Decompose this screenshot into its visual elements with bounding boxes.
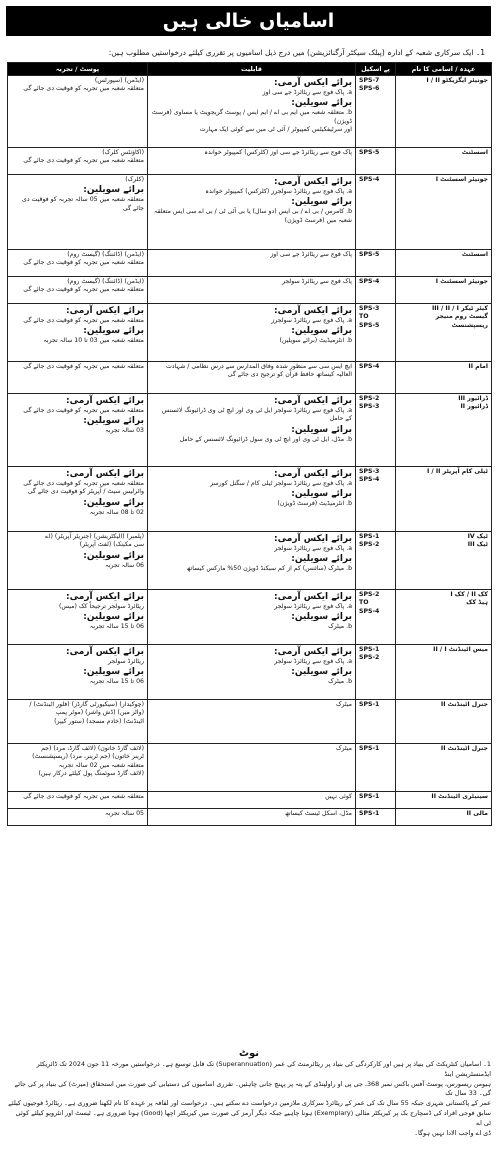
scale-line: SPS-6: [359, 85, 380, 93]
scale-cell: [356, 277, 396, 304]
header-qualification: قابلیت: [148, 63, 356, 76]
scale-line: SPS-2: [359, 541, 380, 549]
post-line: سینیٹری اٹینڈنٹ II: [431, 793, 488, 800]
table-row: [8, 532, 492, 590]
page-heading: اسامیاں خالی ہیں: [6, 6, 491, 36]
post-line: جنرل اٹینڈنٹ II: [440, 701, 488, 708]
qualification-cell: [148, 394, 356, 467]
qualification-line: b. میٹرک (سائنس) کم از کم سیکنڈ ڈویژن 50% مارکس کیساتھ: [186, 565, 352, 573]
post-line: جونیئر ایگزیکٹو I / II: [426, 77, 488, 84]
scale-line: SPS-1: [359, 793, 380, 800]
qualification-cell: [148, 467, 356, 532]
scale-line: SPS-7: [359, 77, 380, 84]
post-cell: [396, 304, 492, 362]
experience-line: برائے سویلین:: [83, 497, 144, 508]
qualification-cell: [148, 76, 356, 148]
qualification-line: برائے ایکس آرمی:: [274, 78, 352, 88]
post-line: کیئر ٹیکر III / II / I: [431, 305, 488, 312]
experience-line: (لائف گارڈ خاتون) (لائف گارڈ، مرد) (جم: [41, 745, 144, 752]
qualification-line: b. میٹرک: [328, 678, 352, 686]
table-header-row: [8, 63, 492, 76]
experience-line: اٹینڈنٹ) (خادم مسجد) (ستور کیپر): [54, 717, 144, 725]
header-scale: پے اسکیل: [356, 63, 396, 76]
qualification-line: برائے سویلین:: [291, 554, 352, 565]
qualification-cell: [148, 645, 356, 700]
experience-line: (ایڈمن) (سپورٹس): [94, 77, 144, 84]
note-line: ہیومن ریسورس، پوسٹ آفس باکس نمبر 368، جی پی او راولپنڈی کے پتہ پر پہنچ جانی چاہئیں۔ تقرری اسامیوں کی دستیابی کی صورت میں استحقاق (میرٹ) کی بنیاد پر کی جائے گی۔ 33 سال تک: [14, 1079, 491, 1098]
experience-cell: [8, 645, 148, 700]
qualification-line: برائے ایکس آرمی:: [274, 396, 352, 406]
scale-cell: [356, 76, 396, 148]
qualification-line: برائے سویلین:: [291, 98, 352, 109]
experience-line: (لائف گارڈ سوئمنگ پول کیلئے درکار ہیں): [38, 770, 144, 778]
experience-line: متعلقہ شعبہ میں 05 سالہ تجربہ کو فوقیت دی جائے گی: [21, 196, 144, 212]
scale-cell: [356, 148, 396, 175]
qualification-line: برائے ایکس آرمی:: [274, 647, 352, 657]
experience-line: 05 سالہ تجربہ: [105, 810, 144, 817]
table-row: [8, 645, 492, 700]
experience-line: متعلقہ شعبہ میں تجربہ کو فوقیت دی جائے گی: [23, 286, 144, 294]
scale-cell: [356, 744, 396, 792]
scale-cell: [356, 700, 396, 744]
experience-line: متعلقہ شعبہ میں تجربہ کو فوقیت دی جائے گی: [23, 480, 144, 487]
experience-line: 03 سالہ تجربہ: [105, 427, 144, 435]
post-line: اسسٹنٹ: [461, 251, 488, 258]
scale-line: SPS-5: [359, 149, 380, 156]
scale-line: SPS-4: [359, 363, 380, 370]
scale-cell: [356, 250, 396, 277]
experience-line: (پلمبر) (الیکٹریشن) (جنریٹر آپریٹر) (اے: [45, 533, 144, 540]
experience-line: متعلقہ شعبہ میں تجربہ کو فوقیت دی جائے گی: [23, 407, 144, 414]
experience-cell: [8, 277, 148, 304]
table-row: [8, 175, 492, 250]
experience-cell: [8, 792, 148, 809]
scale-cell: [356, 394, 396, 467]
qualification-line: پاک فوج سے ریٹائرڈ جے سی اوز (کلرکس) کمپیوٹر خواندہ: [204, 149, 352, 156]
intro-text: 1۔ ایک سرکاری شعبہ کے ادارہ (پبلک سیکٹر آرگنائزیشن) میں درج ذیل اسامیوں پر تقرری کیلئے درخواستیں مطلوب ہیں:: [108, 48, 485, 57]
experience-line: متعلقہ شعبہ میں تجربہ کو فوقیت دی جائے گی: [23, 85, 144, 93]
table-row: [8, 467, 492, 532]
qualification-line: میٹرک: [335, 701, 352, 708]
qualification-cell: [148, 148, 356, 175]
qualification-line: a. پاک فوج سے ریٹائرڈ سولجر: [274, 545, 352, 552]
qualification-cell: [148, 532, 356, 590]
qualification-line: میٹرک: [335, 745, 352, 752]
post-line: مالی II: [466, 810, 488, 817]
qualification-cell: [148, 792, 356, 809]
experience-cell: [8, 362, 148, 394]
post-line: ٹیلی کام آپریٹر I / II: [426, 468, 488, 475]
qualification-line: برائے سویلین:: [291, 197, 352, 208]
experience-line: برائے سویلین:: [83, 326, 144, 337]
qualification-line: a. پاک فوج سے ریٹائرڈ سولجرز: [271, 317, 352, 324]
scale-cell: [356, 645, 396, 700]
experience-cell: [8, 175, 148, 250]
qualification-line: ایچ ایس سی سے منظور شدہ وفاق المدارس سے درس نظامی / شہادت: [166, 363, 352, 370]
table-row: [8, 700, 492, 744]
table-row: [8, 362, 492, 394]
qualification-line: کے حامل: [329, 415, 352, 423]
scale-line: SPS-3: [359, 468, 380, 475]
experience-cell: [8, 467, 148, 532]
qualification-line: برائے سویلین:: [291, 424, 352, 435]
experience-line: ریٹائرڈ سولجر ترجیحاً کک (میس): [59, 603, 144, 610]
scale-cell: [356, 304, 396, 362]
post-cell: [396, 809, 492, 826]
qualification-line: برائے سویلین:: [291, 667, 352, 678]
post-cell: [396, 744, 492, 792]
scale-cell: [356, 532, 396, 590]
qualification-line: برائے سویلین:: [291, 612, 352, 623]
qualification-cell: [148, 809, 356, 826]
scale-line: SPS-1: [359, 533, 380, 540]
experience-line: متعلقہ شعبہ میں تجربہ کو فوقیت دی جائے گی: [23, 157, 144, 165]
experience-line: سی مکینک) (لفٹ آپریٹر): [79, 541, 144, 549]
qualification-line: برائے ایکس آرمی:: [274, 177, 352, 187]
scale-cell: [356, 467, 396, 532]
scale-line: SPS-4: [359, 176, 380, 183]
header-post: عہدہ / اسامی کا نام: [396, 63, 492, 76]
experience-line: (ایڈمن) (ڈائننگ) (گیسٹ روم): [67, 251, 144, 258]
qualification-line: a. پاک فوج سے ریٹائرڈ جے سی اوز: [262, 89, 352, 96]
post-line: ٹیک IV: [467, 533, 488, 540]
post-line: جونیئر اسسٹنٹ I: [435, 278, 488, 285]
experience-line: متعلقہ شعبہ میں 03 تا 10 سالہ تجربہ: [43, 337, 144, 345]
qualification-cell: [148, 277, 356, 304]
post-cell: [396, 175, 492, 250]
experience-cell: [8, 700, 148, 744]
post-line: گیسٹ روم منیجر: [435, 313, 488, 321]
experience-line: وائرلیس سیٹ / آپریٹر کو فوقیت دی جائے گی: [27, 488, 144, 496]
post-cell: [396, 467, 492, 532]
scale-line: SPS-2: [359, 654, 380, 662]
experience-line: برائے ایکس آرمی:: [66, 592, 144, 602]
qualification-line: برائے سویلین:: [291, 326, 352, 337]
table-row: [8, 250, 492, 277]
experience-cell: [8, 304, 148, 362]
qualification-cell: [148, 700, 356, 744]
scale-line: SPS-3: [359, 403, 380, 411]
qualification-cell: [148, 250, 356, 277]
table-row: [8, 76, 492, 148]
qualification-cell: [148, 744, 356, 792]
post-line: امام II: [468, 363, 488, 370]
notes-body: [7, 1060, 491, 1138]
scale-line: SPS-5: [359, 251, 380, 258]
table-row: [8, 744, 492, 792]
scale-line: SPS-4: [359, 607, 380, 615]
header-experience: پوسٹ / تجربہ: [8, 63, 148, 76]
experience-cell: [8, 148, 148, 175]
qualification-cell: [148, 175, 356, 250]
scale-line: SPS-4: [359, 476, 380, 484]
experience-line: برائے سویلین:: [83, 185, 144, 196]
scale-line: SPS-5: [359, 321, 380, 329]
experience-line: ٹرینر خاتون) (جم ٹرینر، مرد) (ریسپشنسٹ): [32, 753, 144, 761]
qualification-line: برائے ایکس آرمی:: [274, 534, 352, 544]
scale-cell: [356, 809, 396, 826]
scale-line: SPS-3: [359, 305, 380, 312]
qualification-line: کوئی نہیں: [325, 793, 352, 800]
experience-cell: [8, 394, 148, 467]
scale-line: SPS-1: [359, 745, 380, 752]
scale-line: SPS-4: [359, 278, 380, 285]
note-line: عمر کے پاکستانی شہری جبکہ 55 سال تک کی عمر کے ریٹائرڈ سرکاری ملازمین درخواست دے سکتے ہیں۔ درخواست اور لفافہ پر عہدہ کا نام لکھنا ضروری ہے۔ ریٹائرڈ فوجیوں کیلئے: [8, 1099, 491, 1108]
qualification-line: a. پاک فوج سے ریٹائرڈ سولجر ایل ٹی وی اور ایچ ٹی وی ڈرائیونگ لائسنس: [161, 407, 352, 414]
post-line: ہیڈ کک: [466, 599, 488, 607]
note-line: ڈی اے واجب الادا نہیں ہوگا۔: [414, 1128, 491, 1137]
post-cell: [396, 700, 492, 744]
experience-cell: [8, 76, 148, 148]
qualification-line: پاک فوج سے ریٹائرڈ جے سی اوز: [270, 251, 352, 258]
qualification-line: مڈل، اسکل ٹیسٹ کیساتھ: [285, 810, 352, 817]
post-cell: [396, 532, 492, 590]
scale-line: TO: [359, 313, 369, 321]
scale-line: SPS-2: [359, 591, 380, 598]
qualification-line: اور سرٹیفکیٹس کمپیوٹر / آئی ٹی میں سے کوئی ایک مہارت: [199, 126, 352, 134]
experience-line: برائے ایکس آرمی:: [66, 396, 144, 406]
table-row: [8, 590, 492, 645]
experience-line: متعلقہ شعبہ میں 02 سالہ تجربہ: [58, 761, 144, 769]
note-line: سابق فوجی افراد کی ڈسچارج بک پر کیریکٹر مثالی (Exemplary) ہونا چاہیے جبکہ دیگر آرمز کی صورت میں کیریکٹر اچھا (Good) ہونا ضروری ہے۔ ٹیسٹ اور انٹرویو کیلئے کوئی ٹی اے: [15, 1108, 491, 1127]
experience-line: (کلرک): [125, 176, 144, 183]
experience-line: 06 سالہ تجربہ: [105, 561, 144, 569]
note-line: 1۔ اسامیاں کنٹریکٹ کی بنیاد پر ہیں اور کارکردگی کی بنیاد پر ریٹائرمنٹ کی عمر (Superannuation) تک قابل توسیع ہے۔ درخواستیں مورخہ 11 جون 2024 تک ڈائریکٹر ایڈمنسٹریشن اینڈ: [36, 1060, 491, 1078]
experience-line: (واٹر مین) (ڈش واشر) (موٹر پمپ: [55, 709, 144, 717]
post-line: جونیئر اسسٹنٹ I: [435, 176, 488, 183]
experience-line: برائے سویلین:: [83, 550, 144, 561]
table-row: [8, 148, 492, 175]
experience-line: متعلقہ شعبہ میں تجربہ کو فوقیت دی جائے گی: [23, 793, 144, 800]
qualification-cell: [148, 304, 356, 362]
experience-cell: [8, 590, 148, 645]
experience-line: (چوکیدار) (سیکیورٹی گارڈز) (فلور اٹینڈنٹ) /: [29, 701, 144, 708]
qualification-line: شعبہ میں (فرسٹ ڈویژن): [284, 216, 352, 224]
qualification-line: برائے ایکس آرمی:: [274, 469, 352, 479]
table-row: [8, 394, 492, 467]
qualification-line: a. پاک فوج سے ریٹائرڈ سولجرز (کلرکس) کمپیوٹر خواندہ: [205, 188, 352, 195]
experience-line: (ایڈمن) (ڈائننگ) (گیسٹ روم): [67, 278, 144, 285]
experience-cell: [8, 250, 148, 277]
post-line: میس اٹینڈنٹ II / I: [433, 646, 488, 653]
post-cell: [396, 362, 492, 394]
qualification-line: a. پاک فوج سے ریٹائرڈ سولجر: [274, 603, 352, 610]
qualification-line: برائے سویلین:: [291, 489, 352, 500]
experience-line: متعلقہ شعبہ میں تجربہ کو فوقیت دی جائے گی: [23, 259, 144, 267]
experience-line: متعلقہ شعبہ میں تجربہ کو فوقیت دی جائے گی: [23, 363, 144, 370]
post-line: ریسپشنسٹ: [451, 321, 488, 329]
experience-cell: [8, 809, 148, 826]
vacancies-table: [7, 62, 492, 826]
qualification-cell: [148, 362, 356, 394]
notes-title: نوٹ: [238, 1048, 260, 1059]
post-line: ڈرائیور II: [460, 403, 488, 411]
vacancies-table-body: [8, 76, 492, 826]
experience-line: برائے سویلین:: [83, 416, 144, 427]
qualification-line: برائے ایکس آرمی:: [274, 306, 352, 316]
scale-cell: [356, 590, 396, 645]
scale-cell: [356, 175, 396, 250]
qualification-line: b. کامرس / بی اے / بی ایس (دو سال) یا بی آئی ٹی / بی اے سی ایس متعلقہ: [153, 208, 352, 216]
post-cell: [396, 792, 492, 809]
experience-line: برائے ایکس آرمی:: [66, 306, 144, 316]
qualification-line: a. پاک فوج سے ریٹائرڈ سولجر: [274, 658, 352, 665]
post-cell: [396, 590, 492, 645]
qualification-line: برائے ایکس آرمی:: [274, 592, 352, 602]
scale-cell: [356, 362, 396, 394]
post-cell: [396, 645, 492, 700]
scale-line: SPS-1: [359, 810, 380, 817]
post-cell: [396, 277, 492, 304]
scale-cell: [356, 792, 396, 809]
table-row: [8, 809, 492, 826]
post-cell: [396, 250, 492, 277]
scale-line: TO: [359, 599, 369, 607]
post-cell: [396, 76, 492, 148]
post-cell: [396, 148, 492, 175]
experience-line: برائے ایکس آرمی:: [66, 469, 144, 479]
experience-line: برائے سویلین:: [83, 612, 144, 623]
experience-cell: [8, 532, 148, 590]
post-line: ڈرائیور III: [458, 395, 488, 402]
post-line: اسسٹنٹ: [461, 149, 488, 156]
experience-line: برائے سویلین:: [83, 667, 144, 678]
post-line: ٹیک III: [467, 541, 488, 549]
experience-line: 06 تا 15 سالہ تجربہ: [89, 623, 144, 631]
experience-line: ریٹائرڈ سولجر: [108, 658, 144, 665]
post-line: جنرل اٹینڈنٹ II: [440, 745, 488, 752]
scale-line: SPS-1: [359, 701, 380, 708]
table-row: [8, 304, 492, 362]
qualification-line: b. مڈل، ایل ٹی وی اور ایچ ٹی وی سول ڈرائیونگ لائسنس کے حامل: [179, 435, 352, 443]
notes-section: [7, 1047, 491, 1138]
qualification-line: پاک فوج سے ریٹائرڈ سولجر: [282, 278, 352, 285]
scale-line: SPS-1: [359, 646, 380, 653]
qualification-line: a. پاک فوج سے ریٹائرڈ سولجر ٹیلی کام / سگنل کورسز: [210, 480, 352, 487]
experience-line: (اکاؤنٹس کلرک): [102, 149, 144, 156]
experience-line: متعلقہ شعبہ میں تجربہ کو فوقیت دی جائے گی: [23, 317, 144, 324]
table-row: [8, 277, 492, 304]
experience-line: 02 تا 08 سالہ تجربہ: [89, 508, 144, 516]
qualification-line: b. انٹرمیڈیٹ (برائے سویلین): [279, 337, 352, 345]
post-line: کک II / کک I: [450, 591, 488, 598]
scale-line: SPS-2: [359, 395, 380, 402]
qualification-line: b. متعلقہ شعبہ میں ایم بی اے / ایم ایس / پوسٹ گریجویٹ یا مساوی (فرسٹ ڈویژن): [151, 109, 352, 125]
qualification-cell: [148, 590, 356, 645]
qualification-line: b. انٹرمیڈیٹ (فرسٹ ڈویژن): [277, 500, 352, 508]
qualification-line: b. میٹرک: [328, 623, 352, 631]
qualification-line: العالیہ کیساتھ حافظ قرآن کو ترجیح دی جائے گی: [227, 371, 352, 379]
experience-cell: [8, 744, 148, 792]
experience-line: 06 تا 15 سالہ تجربہ: [89, 678, 144, 686]
experience-line: برائے ایکس آرمی:: [66, 647, 144, 657]
post-cell: [396, 394, 492, 467]
table-row: [8, 792, 492, 809]
